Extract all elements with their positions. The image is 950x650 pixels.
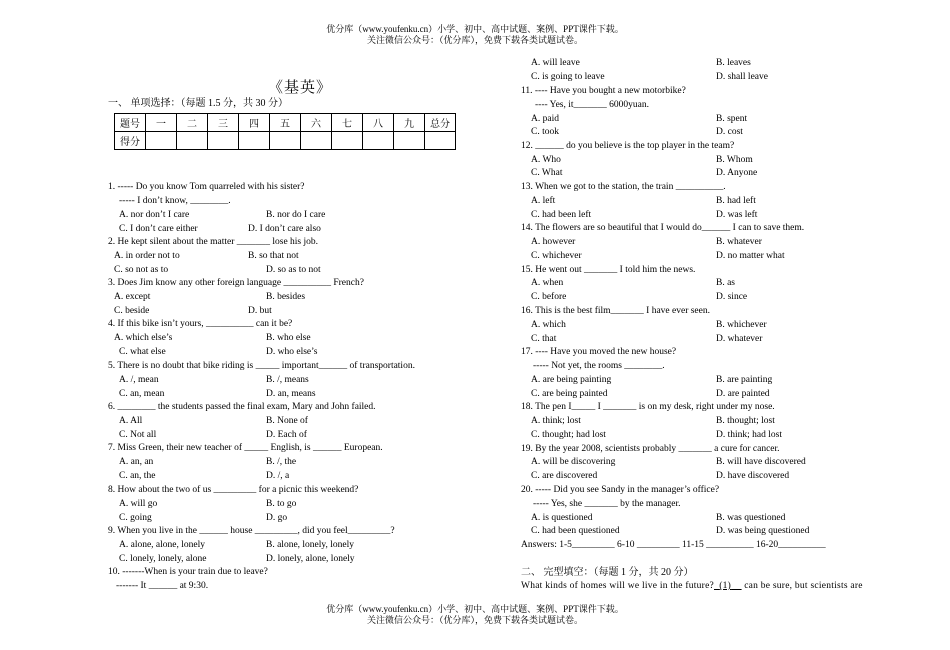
question-line: ------- It ______ at 9:30.: [116, 581, 209, 591]
option: C. had been left: [531, 210, 592, 220]
score-header-cell: 总分: [425, 114, 456, 132]
question-12: 12. ______ do you believe is the top player in the team?: [521, 141, 735, 151]
option: A. think; lost: [531, 416, 581, 426]
option: B. nor do I care: [266, 210, 326, 220]
option: D. Each of: [266, 430, 307, 440]
score-header-cell: 五: [270, 114, 301, 132]
option: D. since: [716, 292, 748, 302]
option: B. spent: [716, 114, 748, 124]
question-1: 1. ----- Do you know Tom quarreled with his sister?: [108, 182, 305, 192]
option: D. I don’t care also: [248, 224, 321, 234]
option: C. are discovered: [531, 471, 598, 481]
question-8: 8. How about the two of us _________ for a picnic this weekend?: [108, 485, 359, 495]
option: C. What: [531, 168, 563, 178]
option: B. to go: [266, 499, 297, 509]
option: B. alone, lonely, lonely: [266, 540, 355, 550]
option: B. will have discovered: [716, 457, 806, 467]
score-cell[interactable]: [394, 132, 425, 150]
option: B. thought; lost: [716, 416, 775, 426]
question-9: 9. When you live in the ______ house _________, did you feel_________?: [108, 526, 395, 536]
page-header-line1: 优分库（www.youfenku.cn）小学、初中、高中试题、案例、PPT课件下载。: [326, 24, 624, 34]
option: A. an, an: [119, 457, 154, 467]
cloze-text: What kinds of homes will we live in the future?: [521, 581, 714, 591]
option: B. who else: [266, 333, 311, 343]
page-footer-line1: 优分库（www.youfenku.cn）小学、初中、高中试题、案例、PPT课件下载。: [326, 604, 624, 614]
option: A. is questioned: [531, 513, 593, 523]
option: B. are painting: [716, 375, 773, 385]
option: A. which else’s: [114, 333, 173, 343]
option: A. will be discovering: [531, 457, 616, 467]
option: A. which: [531, 320, 566, 330]
option: C. I don’t care either: [119, 224, 198, 234]
question-5: 5. There is no doubt that bike riding is _____ important______ of transportation.: [108, 361, 415, 371]
section2-title: 二、 完型填空：（每题 1 分，共 20 分）: [521, 567, 694, 578]
score-header-cell: 七: [332, 114, 363, 132]
page-header-line2: 关注微信公众号：（优分库），免费下载各类试题试卷。: [366, 35, 583, 45]
option: B. None of: [266, 416, 308, 426]
option: D. was left: [716, 210, 758, 220]
option: A. are being painting: [531, 375, 612, 385]
option: A. when: [531, 278, 564, 288]
score-cell[interactable]: [332, 132, 363, 150]
option: C. had been questioned: [531, 526, 620, 536]
option: C. that: [531, 334, 557, 344]
option: A. paid: [531, 114, 559, 124]
question-line: ---- Yes, it_______ 6000yuan.: [535, 100, 649, 110]
option: B. whatever: [716, 237, 762, 247]
option: C. before: [531, 292, 567, 302]
option: B. leaves: [716, 58, 751, 68]
question-3: 3. Does Jim know any other foreign language __________ French?: [108, 278, 364, 288]
option: D. go: [266, 513, 288, 523]
question-17: 17. ---- Have you moved the new house?: [521, 347, 677, 357]
page-title: 《基英》: [268, 80, 333, 96]
question-15: 15. He went out _______ I told him the news.: [521, 265, 696, 275]
score-table-header-row: [115, 114, 456, 132]
option: B. was questioned: [716, 513, 786, 523]
option: C. an, the: [119, 471, 156, 481]
option: D. whatever: [716, 334, 763, 344]
option: C. beside: [114, 306, 150, 316]
score-cell[interactable]: [239, 132, 270, 150]
option: C. is going to leave: [531, 72, 605, 82]
option: D. no matter what: [716, 251, 785, 261]
option: C. going: [119, 513, 152, 523]
option: A. will leave: [531, 58, 580, 68]
option: D. Anyone: [716, 168, 758, 178]
option: D. so as to not: [266, 265, 321, 275]
cloze-blank-number: (1): [719, 581, 732, 591]
option: A. nor don’t I care: [119, 210, 190, 220]
score-cell[interactable]: [146, 132, 177, 150]
option: A. /, mean: [119, 375, 159, 385]
score-cell[interactable]: [301, 132, 332, 150]
option: B. besides: [266, 292, 306, 302]
option: D. an, means: [266, 389, 316, 399]
option: C. took: [531, 127, 559, 137]
option: A. Who: [531, 155, 561, 165]
score-row-label: 得分: [115, 132, 146, 150]
option: A. will go: [119, 499, 158, 509]
cloze-blank-1[interactable]: [714, 581, 742, 591]
option: D. shall leave: [716, 72, 768, 82]
option: C. so not as to: [114, 265, 169, 275]
option: C. what else: [119, 347, 166, 357]
question-11: 11. ---- Have you bought a new motorbike?: [521, 86, 686, 96]
question-14: 14. The flowers are so beautiful that I would do______ I can to save them.: [521, 223, 805, 233]
option: A. however: [531, 237, 576, 247]
option: B. whichever: [716, 320, 767, 330]
score-header-cell: 三: [208, 114, 239, 132]
score-cell[interactable]: [363, 132, 394, 150]
score-header-cell: 一: [146, 114, 177, 132]
option: B. as: [716, 278, 735, 288]
question-6: 6. ________ the students passed the final exam, Mary and John failed.: [108, 402, 376, 412]
option: C. an, mean: [119, 389, 165, 399]
page-footer-line2: 关注微信公众号：（优分库），免费下载各类试题试卷。: [366, 615, 583, 625]
score-cell[interactable]: [270, 132, 301, 150]
question-2: 2. He kept silent about the matter _______ lose his job.: [108, 237, 319, 247]
option: A. left: [531, 196, 556, 206]
question-line: ----- Yes, she _______ by the manager.: [533, 499, 681, 509]
option: A. in order not to: [114, 251, 180, 261]
option: D. was being questioned: [716, 526, 810, 536]
question-line: ----- Not yet, the rooms ________.: [533, 361, 665, 371]
option: D. cost: [716, 127, 743, 137]
score-cell[interactable]: [177, 132, 208, 150]
question-16: 16. This is the best film_______ I have ever seen.: [521, 306, 710, 316]
option: B. had left: [716, 196, 756, 206]
section1-title: 一、 单项选择：（每题 1.5 分，共 30 分）: [108, 98, 288, 109]
option: C. Not all: [119, 430, 157, 440]
score-cell[interactable]: [425, 132, 456, 150]
option: C. are being painted: [531, 389, 608, 399]
question-13: 13. When we got to the station, the train __________.: [521, 182, 726, 192]
answers-line: Answers: 1-5_________ 6-10 _________ 11-15 __________ 16-20__________: [521, 540, 826, 550]
option: C. whichever: [531, 251, 582, 261]
option: B. /, means: [266, 375, 309, 385]
score-header-cell: 题号: [115, 114, 146, 132]
option: D. who else’s: [266, 347, 318, 357]
option: A. All: [119, 416, 143, 426]
option: D. /, a: [266, 471, 290, 481]
option: C. lonely, lonely, alone: [119, 554, 207, 564]
score-header-cell: 八: [363, 114, 394, 132]
option: B. /, the: [266, 457, 297, 467]
score-header-cell: 四: [239, 114, 270, 132]
score-header-cell: 九: [394, 114, 425, 132]
option: C. thought; had lost: [531, 430, 606, 440]
option: A. except: [114, 292, 151, 302]
cloze-first-line: [521, 581, 863, 592]
question-line: ----- I don’t know, ________.: [119, 196, 231, 206]
option: B. Whom: [716, 155, 753, 165]
option: A. alone, alone, lonely: [119, 540, 206, 550]
cloze-text: can be sure, but scientists are: [744, 581, 863, 591]
question-7: 7. Miss Green, their new teacher of _____ English, is ______ European.: [108, 443, 383, 453]
question-18: 18. The pen I_____ I _______ is on my desk, right under my nose.: [521, 402, 775, 412]
option: B. so that not: [248, 251, 299, 261]
question-4: 4. If this bike isn’t yours, __________ can it be?: [108, 319, 293, 329]
option: D. are painted: [716, 389, 770, 399]
score-header-cell: 二: [177, 114, 208, 132]
question-19: 19. By the year 2008, scientists probably _______ a cure for cancer.: [521, 444, 780, 454]
option: D. have discovered: [716, 471, 790, 481]
question-20: 20. ----- Did you see Sandy in the manager’s office?: [521, 485, 720, 495]
score-header-cell: 六: [301, 114, 332, 132]
option: D. but: [248, 306, 272, 316]
option: D. lonely, alone, lonely: [266, 554, 355, 564]
score-cell[interactable]: [208, 132, 239, 150]
score-table-score-row: [115, 132, 456, 150]
question-10: 10. -------When is your train due to leave?: [108, 567, 268, 577]
option: D. think; had lost: [716, 430, 782, 440]
score-table: [114, 113, 456, 150]
